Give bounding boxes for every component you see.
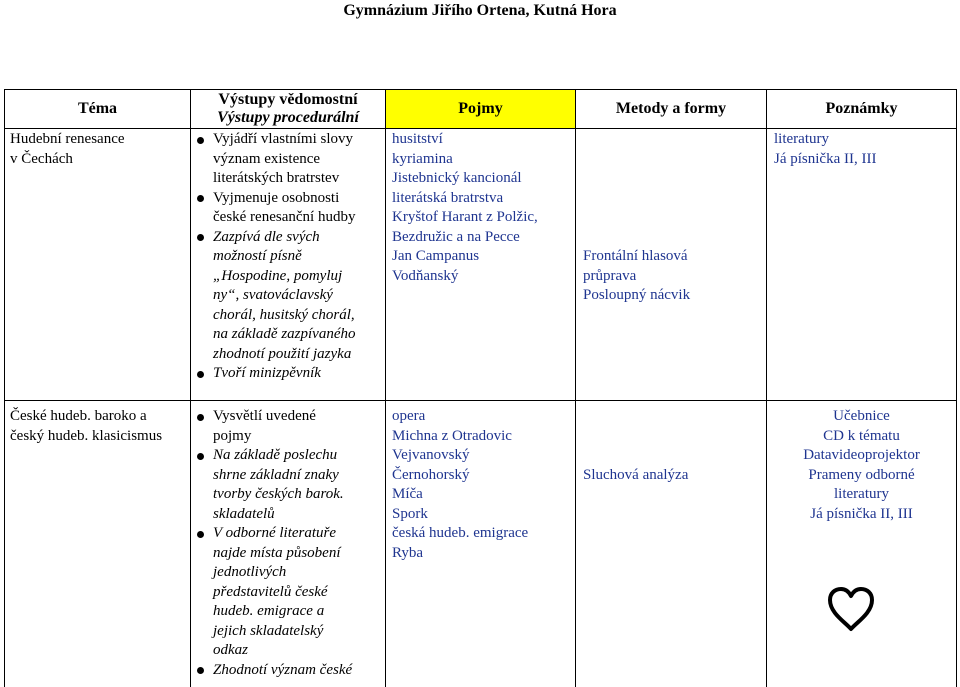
- row2-tema: [10, 407, 162, 446]
- row2-outcomes: [192, 407, 384, 680]
- tema-line: český hudeb. klasicismus: [10, 427, 163, 444]
- outcome-line: Na základě poslechu: [213, 447, 338, 463]
- header-poznamky-label: Poznámky: [825, 100, 898, 117]
- header-vystupy-line1: Výstupy vědomostní: [218, 91, 358, 108]
- bullet-icon: [197, 371, 204, 378]
- row1-metody: [583, 247, 690, 306]
- table-divider-1: [190, 89, 191, 687]
- pojem: Jistebnický kancionál: [392, 170, 522, 186]
- outcome-line: pojmy: [213, 427, 252, 444]
- outcome-line: na základě zazpívaného: [213, 326, 356, 342]
- row1-pojmy: [392, 130, 538, 286]
- outcome-line: české renesanční hudby: [213, 209, 356, 225]
- header-vystupy-line2: Výstupy procedurální: [217, 109, 359, 126]
- bullet-icon: [197, 414, 204, 421]
- outcome-line: možností písně: [213, 248, 302, 264]
- outcome-line: skladatelů: [213, 505, 275, 522]
- poznamka: Já písnička II, III: [774, 150, 877, 167]
- row2-poznamky: [767, 407, 956, 524]
- outcome-item: [192, 661, 384, 681]
- pojem: opera: [392, 408, 426, 424]
- poznamka: literatury: [774, 131, 829, 147]
- outcome-item: [192, 407, 384, 446]
- pojem: kyriamina: [392, 150, 453, 167]
- outcome-item: [192, 228, 384, 365]
- metoda: Frontální hlasová: [583, 248, 688, 264]
- table-divider-3: [575, 89, 576, 687]
- pojem: husitství: [392, 131, 443, 147]
- row-divider: [4, 400, 957, 401]
- pojem: Kryštof Harant z Polžic,: [392, 209, 538, 225]
- outcome-line: Zazpívá dle svých: [213, 228, 320, 245]
- pojem: Černohorský: [392, 466, 470, 483]
- outcome-line: Tvoří minizpěvník: [213, 365, 321, 381]
- pojem: Jan Campanus: [392, 248, 480, 264]
- pojem: Ryba: [392, 544, 424, 561]
- outcome-line: V odborné literatuře: [213, 525, 337, 541]
- pojem: Míča: [392, 486, 423, 502]
- bullet-icon: [197, 453, 204, 460]
- outcome-line: odkaz: [213, 642, 248, 658]
- poznamka: Datavideoprojektor: [803, 447, 920, 463]
- row2-pojmy: [392, 407, 528, 563]
- poznamka: Já písnička II, III: [810, 505, 913, 522]
- pojem: Spork: [392, 505, 428, 522]
- pojem: Bezdružic a na Pecce: [392, 228, 520, 245]
- outcome-line: „Hospodine, pomyluj: [213, 267, 343, 284]
- outcome-line: zhodnotí použití jazyka: [213, 345, 352, 362]
- outcome-line: Vyjmenuje osobnosti: [213, 189, 340, 206]
- bullet-icon: [197, 234, 204, 241]
- heart-icon: [826, 586, 876, 632]
- poznamka: Učebnice: [833, 408, 890, 424]
- outcome-line: tvorby českých barok.: [213, 486, 344, 502]
- outcome-line: představitelů české: [213, 583, 328, 600]
- header-divider: [4, 128, 957, 129]
- table-border-left: [4, 89, 5, 687]
- header-metody: [576, 90, 766, 128]
- pojem: Michna z Otradovic: [392, 427, 512, 444]
- header-poznamky: [767, 90, 956, 128]
- poznamka: literatury: [834, 486, 889, 502]
- page-title: Gymnázium Jiřího Ortena, Kutná Hora: [343, 2, 617, 19]
- outcome-line: Vyjádří vlastními slovy: [213, 131, 353, 147]
- row2-metody: [583, 466, 688, 486]
- outcome-line: jednotlivých: [213, 564, 287, 580]
- bullet-icon: [197, 531, 204, 538]
- tema-line: Hudební renesance: [10, 131, 125, 147]
- row1-poznamky: [774, 130, 876, 169]
- header-pojmy-label: Pojmy: [458, 100, 503, 117]
- metoda: Sluchová analýza: [583, 467, 689, 483]
- outcome-item: [192, 364, 384, 384]
- outcome-line: ny“, svatováclavský: [213, 287, 333, 303]
- pojem: česká hudeb. emigrace: [392, 525, 529, 541]
- outcome-item: [192, 189, 384, 228]
- header-vystupy: [191, 90, 385, 128]
- tema-line: v Čechách: [10, 150, 73, 167]
- bullet-icon: [197, 137, 204, 144]
- pojem: Vodňanský: [392, 267, 459, 284]
- outcome-item: [192, 524, 384, 661]
- poznamka: CD k tématu: [823, 427, 900, 444]
- table-divider-2: [385, 89, 386, 687]
- metoda: Posloupný nácvik: [583, 287, 691, 303]
- row1-outcomes: [192, 130, 384, 384]
- outcome-line: najde místa působení: [213, 544, 341, 561]
- outcome-line: Vysvětlí uvedené: [213, 408, 316, 424]
- header-metody-label: Metody a formy: [615, 100, 727, 117]
- outcome-line: hudeb. emigrace a: [213, 603, 325, 619]
- outcome-line: chorál, husitský chorál,: [213, 306, 355, 323]
- pojem: Vejvanovský: [392, 447, 470, 463]
- header-tema: [5, 90, 190, 128]
- header-tema-label: Téma: [77, 100, 118, 117]
- outcome-line: význam existence: [213, 150, 321, 167]
- bullet-icon: [197, 195, 204, 202]
- table-divider-4: [766, 89, 767, 687]
- bullet-icon: [197, 667, 204, 674]
- tema-line: České hudeb. baroko a: [10, 408, 147, 424]
- outcome-item: [192, 446, 384, 524]
- outcome-item: [192, 130, 384, 189]
- table-border-right: [956, 89, 957, 687]
- outcome-line: literátských bratrstev: [213, 170, 340, 186]
- outcome-line: shrne základní znaky: [213, 466, 339, 483]
- outcome-line: jejich skladatelský: [213, 622, 324, 639]
- header-pojmy: [386, 90, 575, 128]
- pojem: literátská bratrstva: [392, 189, 504, 206]
- row1-tema: [10, 130, 125, 169]
- outcome-line: Zhodnotí význam české: [213, 661, 353, 678]
- metoda: průprava: [583, 267, 637, 284]
- poznamka: Prameny odborné: [808, 466, 915, 483]
